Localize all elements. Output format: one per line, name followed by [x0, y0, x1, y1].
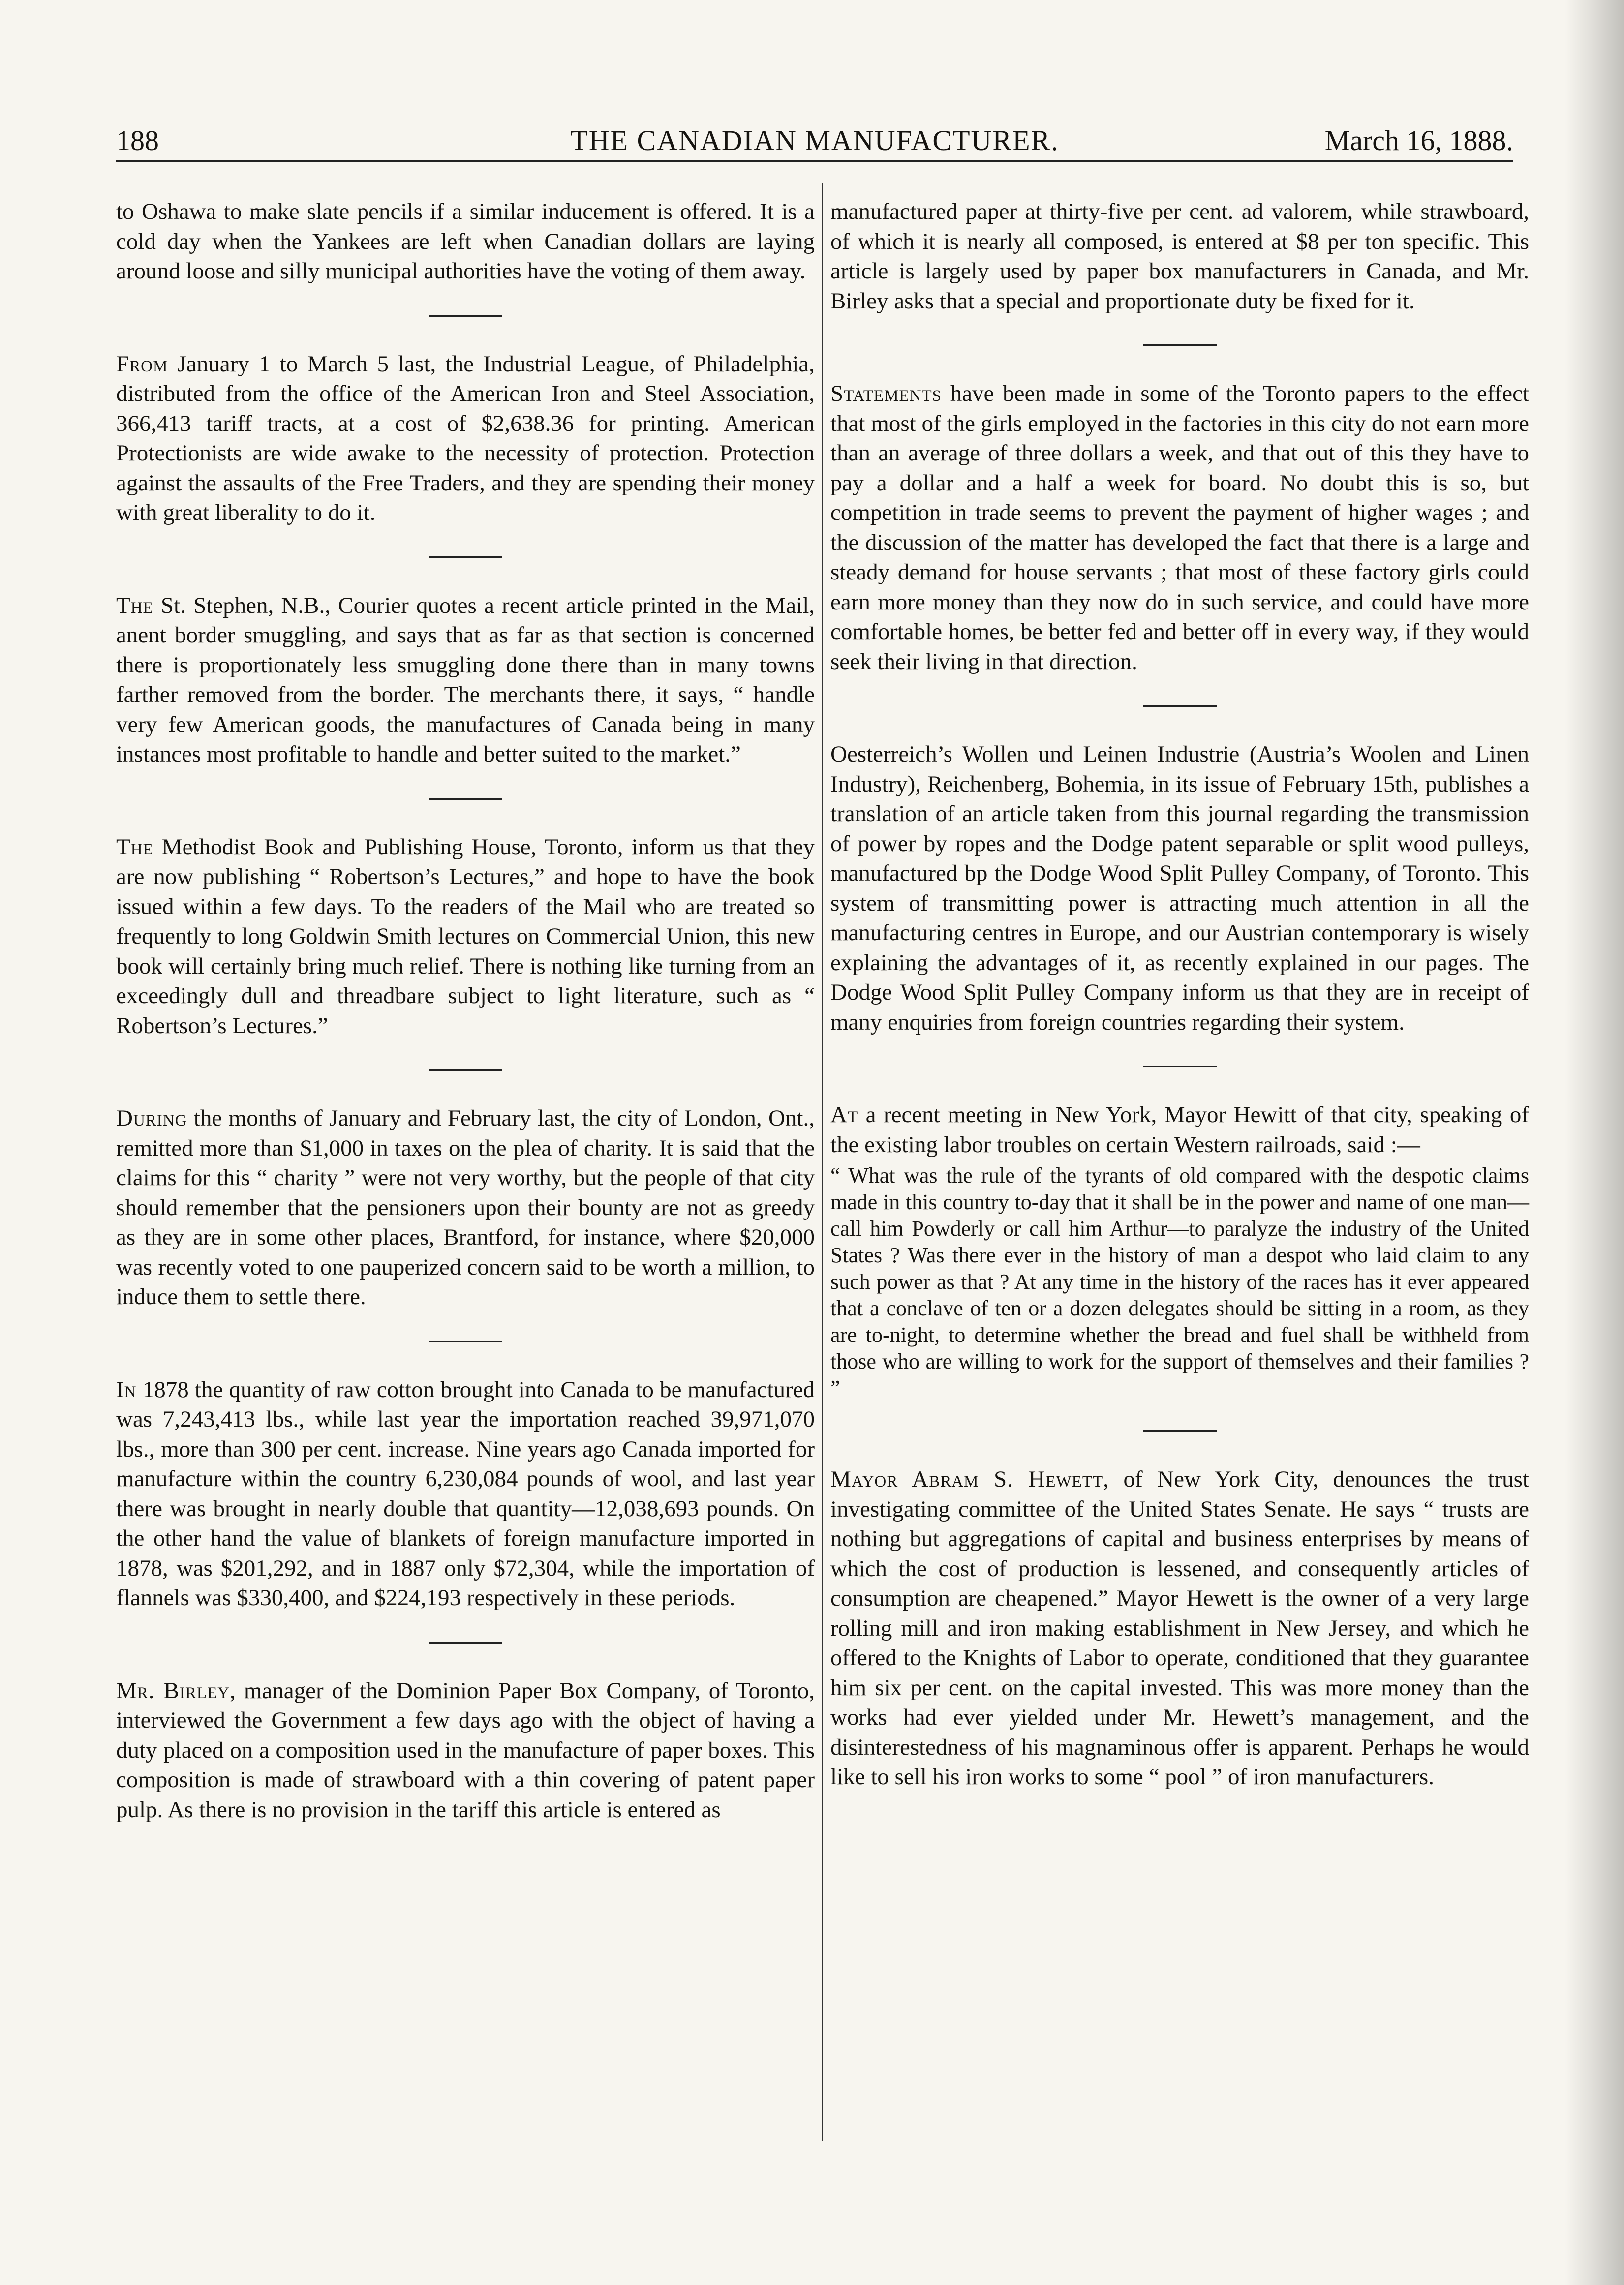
lead-word: Statements	[830, 381, 942, 406]
article-separator	[429, 556, 502, 558]
article-toronto-girls	[830, 379, 1529, 676]
article-oshawa-continued	[116, 197, 815, 286]
article-methodist-book	[116, 832, 815, 1041]
article-text: Statements have been made in some of the Toronto papers to the effect that most of the girls employed in the factories in this city do not earn more than an average of three dollars a week, and that out of this they have to pay a dollar and a half a week for board. No doubt this is so, but competition in trade seems to prevent the payment of higher wages ; and the discussion of the matter has developed the fact that there is a large and steady demand for house servants ; that most of these factory girls could earn more money than they now do in such service, and could have more comfortable homes, be better fed and better off in every way, if they would seek their living in that direction.	[830, 381, 1529, 674]
article-mayor-hewett-trusts	[830, 1464, 1529, 1792]
article-text: Oesterreich’s Wollen und Leinen Industrie (Austria’s Woolen and Linen Industry), Reichenberg, Bohemia, in its issue of February 15th, publishes a translation of an article taken from this journal regarding the transmission of power by ropes and the Dodge patent separable or split wood pulleys, manufactured bp the Dodge Wood Split Pulley Company, of Toronto. This system of transmitting power is attracting much attention in all the manufacturing centres in Europe, and our Austrian contemporary is wisely explaining the advantages of it, as recently explained in our pages. The Dodge Wood Split Pulley Company inform us that they are in receipt of many enquiries from foreign countries regarding their system.	[830, 741, 1529, 1035]
article-mayor-hewitt-meeting	[830, 1100, 1529, 1401]
article-text: manufactured paper at thirty-five per cent. ad valorem, while strawboard, of which it is nearly all composed, is entered at $8 per ton specific. This article is largely used by paper box manufacturers in Canada, and Mr. Birley asks that a special and proportionate duty be fixed for it.	[830, 199, 1529, 314]
article-separator	[1143, 344, 1217, 346]
article-mr-birley	[116, 1676, 815, 1825]
page-number: 188	[116, 124, 159, 156]
lead-word: In	[116, 1376, 137, 1402]
article-separator	[1143, 1430, 1217, 1432]
page-header	[116, 121, 1513, 162]
article-text: During the months of January and February last, the city of London, Ont., remitted more than $1,000 in taxes on the plea of charity. It is said that the claims for this “ charity ” were not very worthy, but the people of that city should remember that the pensioners upon their bounty are not as greedy as they are in some other places, Brantford, for instance, where $20,000 was recently voted to one pauperized concern said to be worth a million, to induce them to settle there.	[116, 1105, 815, 1310]
issue-date: March 16, 1888.	[1324, 124, 1513, 156]
article-oesterreichs-industrie	[830, 739, 1529, 1037]
article-text: At a recent meeting in New York, Mayor Hewitt of that city, speaking of the existing labor troubles on certain Western railroads, said :—	[830, 1102, 1529, 1158]
article-separator	[429, 798, 502, 800]
lead-word: Mayor Abram S. Hewett	[830, 1466, 1103, 1492]
column-divider	[822, 183, 823, 2141]
article-text: From January 1 to March 5 last, the Industrial League, of Philadelphia, distributed from the office of the American Iron and Steel Association, 366,413 tariff tracts, at a cost of $2,638.36 for printing. American Protectionists are wide awake to the necessity of protection. Protection against the assaults of the Free Traders, and they are spending their money with great liberality to do it.	[116, 351, 815, 525]
article-text: Mr. Birley, manager of the Dominion Paper Box Company, of Toronto, interviewed the Government a few days ago with the object of having a duty placed on a composition used in the manufacture of paper boxes. This composition is made of strawboard with a thin covering of patent paper pulp. As there is no provision in the tariff this article is entered as	[116, 1677, 815, 1823]
article-cotton-imports	[116, 1375, 815, 1613]
article-text: to Oshawa to make slate pencils if a similar inducement is offered. It is a cold day when the Yankees are left when Canadian dollars are laying around loose and silly municipal authorities have the voting of them away.	[116, 199, 815, 284]
article-separator	[1143, 705, 1217, 707]
article-text: The Methodist Book and Publishing House, Toronto, inform us that they are now publishing “ Robertson’s Lectures,” and hope to have the book issued within a few days. To the readers of the Mail who are treated so frequently to long Goldwin Smith lectures on Commercial Union, this new book will certainly bring much relief. There is nothing like turning from an exceedingly dull and threadbare subject to light literature, such as “ Robertson’s Lectures.”	[116, 834, 815, 1038]
lead-word: During	[116, 1105, 187, 1131]
lead-word: At	[830, 1102, 858, 1127]
left-column	[116, 197, 815, 1825]
article-separator	[1143, 1066, 1217, 1067]
lead-word: From	[116, 351, 168, 377]
article-industrial-league	[116, 349, 815, 528]
article-st-stephen-courier	[116, 591, 815, 769]
article-text: In 1878 the quantity of raw cotton brought into Canada to be manufactured was 7,243,413 lbs., while last year the importation reached 39,971,070 lbs., more than 300 per cent. increase. Nine years ago Canada imported for manufacture within the country 6,230,084 pounds of wool, and last year there was brought in nearly double that quantity—12,038,693 pounds. On the other hand the value of blankets of foreign manufacture imported in 1878, was $201,292, and in 1887 only $72,304, while the importation of flannels was $330,400, and $224,193 respectively in these periods.	[116, 1376, 815, 1611]
article-mr-birley-continued	[830, 197, 1529, 316]
article-text: The St. Stephen, N.B., Courier quotes a recent article printed in the Mail, anent border smuggling, and says that as far as that section is concerned there is proportionately less smuggling done there than in many towns farther removed from the border. The merchants there, it says, “ handle very few American goods, the manufactures of Canada being in many instances most profitable to handle and better suited to the market.”	[116, 592, 815, 767]
article-separator	[429, 1069, 502, 1071]
block-quote: “ What was the rule of the tyrants of old compared with the despotic claims made in this country to-day that it shall be in the power and name of one man—call him Powderly or call him Arthur—to paralyze the industry of the United States ? Was there ever in the history of man a despot who laid claim to any such power as that ? At any time in the history of the races has it ever appeared that a conclave of ten or a dozen delegates should be sitting in a room, as they are to-night, to determine whether the bread and fuel shall be withheld from those who are willing to work for the support of themselves and their families ? ”	[830, 1163, 1529, 1400]
article-london-taxes	[116, 1103, 815, 1312]
right-column	[830, 197, 1529, 1792]
lead-word: Mr. Birley	[116, 1677, 230, 1704]
article-separator	[429, 1341, 502, 1342]
article-text: Mayor Abram S. Hewett, of New York City, denounces the trust investigating committee of the United States Senate. He says “ trusts are nothing but aggregations of capital and business enterprises by means of which the cost of production is lessened, and consequently articles of consumption are cheapened.” Mayor Hewett is the owner of a very large rolling mill and iron making establishment in New Jersey, and which he offered to the Knights of Labor to operate, conditioned that they guarantee him six per cent. on the capital invested. This was more money than the works had ever yielded under Mr. Hewett’s management, and the disinterestedness of his magnaminous offer is apparent. Perhaps he would like to sell his iron works to some “ pool ” of iron manufacturers.	[830, 1466, 1529, 1790]
page-edge-shadow	[1565, 0, 1624, 2285]
publication-title: THE CANADIAN MANUFACTURER.	[570, 124, 1059, 156]
article-separator	[429, 315, 502, 317]
lead-word: The	[116, 834, 153, 860]
lead-word: The	[116, 592, 153, 618]
article-separator	[429, 1642, 502, 1644]
